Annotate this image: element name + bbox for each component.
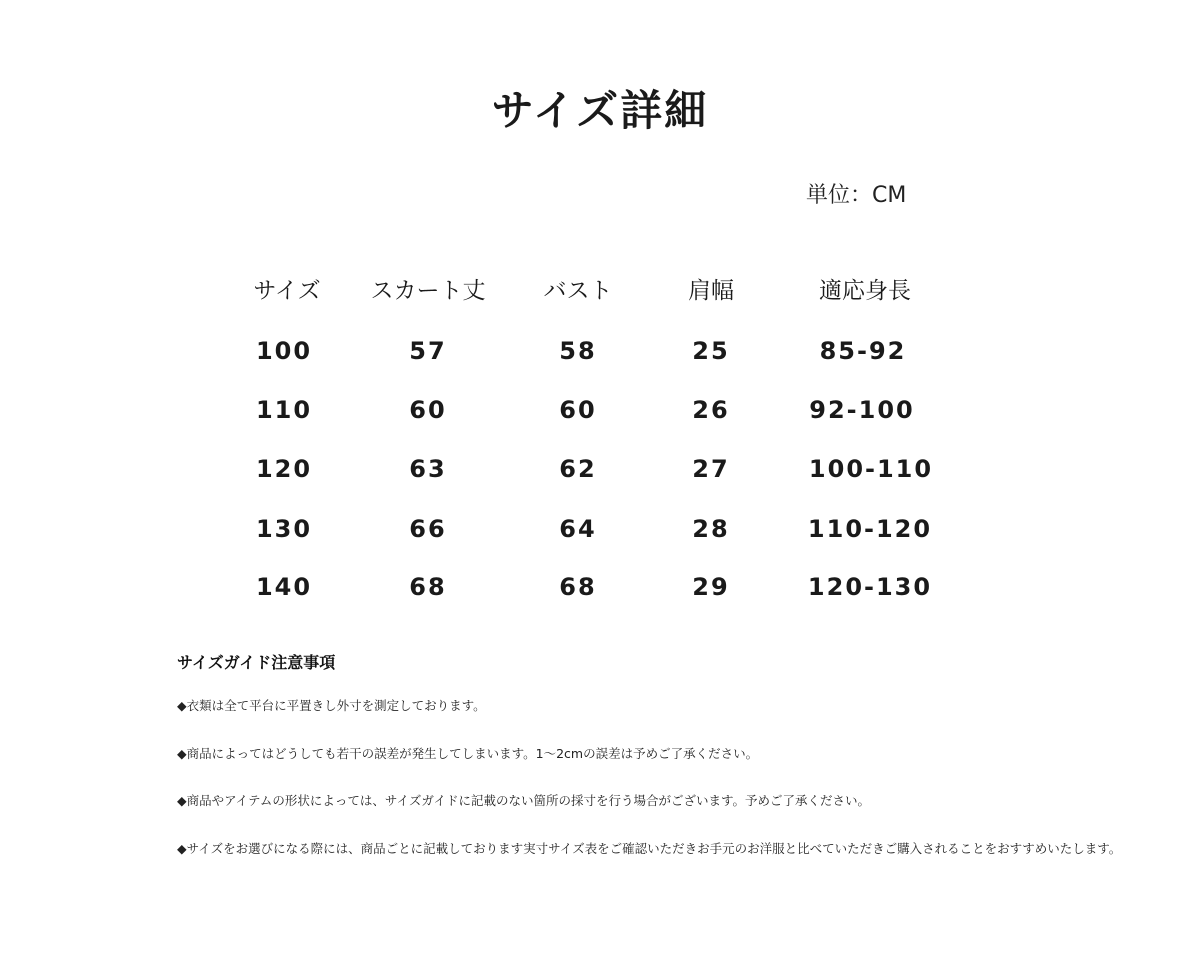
note-item: ◆商品やアイテムの形状によっては、サイズガイドに記載のない箇所の採寸を行う場合がございます。予めご了承ください。 bbox=[177, 793, 870, 808]
cell-skirt-length: 68 bbox=[409, 573, 447, 601]
cell-bust: 68 bbox=[559, 573, 597, 601]
cell-skirt-length: 63 bbox=[409, 455, 447, 483]
cell-size: 120 bbox=[255, 455, 313, 483]
note-item: ◆サイズをお選びになる際には、商品ごとに記載しております実寸サイズ表をご確認いただきお手元のお洋服と比べていただきご購入されることをおすすめいたします。 bbox=[177, 841, 1122, 856]
header-height: 適応身長 bbox=[819, 278, 911, 304]
header-skirt-length: スカート丈 bbox=[370, 278, 486, 304]
unit-label: 単位：CM bbox=[806, 183, 907, 208]
note-item: ◆商品によってはどうしても若干の誤差が発生してしまいます。1～2cmの誤差は予めご了承ください。 bbox=[177, 746, 759, 761]
cell-bust: 62 bbox=[559, 455, 597, 483]
cell-height: 85-92 bbox=[819, 337, 907, 365]
cell-bust: 64 bbox=[559, 515, 597, 543]
cell-size: 100 bbox=[255, 337, 313, 365]
cell-shoulder-width: 29 bbox=[692, 573, 730, 601]
cell-size: 140 bbox=[255, 573, 313, 601]
cell-height: 100-110 bbox=[808, 455, 934, 483]
page-title: サイズ詳細 bbox=[491, 86, 709, 135]
cell-height: 92-100 bbox=[809, 396, 915, 424]
notes-title: サイズガイド注意事項 bbox=[177, 653, 336, 672]
cell-bust: 58 bbox=[559, 337, 597, 365]
cell-shoulder-width: 27 bbox=[692, 455, 730, 483]
cell-height: 110-120 bbox=[807, 515, 933, 543]
cell-skirt-length: 57 bbox=[409, 337, 447, 365]
header-size: サイズ bbox=[253, 278, 321, 304]
header-bust: バスト bbox=[543, 278, 613, 304]
note-item: ◆衣類は全て平台に平置きし外寸を測定しております。 bbox=[177, 698, 486, 713]
cell-shoulder-width: 28 bbox=[692, 515, 730, 543]
cell-skirt-length: 66 bbox=[409, 515, 447, 543]
header-shoulder-width: 肩幅 bbox=[688, 278, 734, 304]
cell-bust: 60 bbox=[559, 396, 597, 424]
cell-shoulder-width: 25 bbox=[692, 337, 730, 365]
cell-shoulder-width: 26 bbox=[692, 396, 730, 424]
cell-size: 110 bbox=[255, 396, 313, 424]
cell-skirt-length: 60 bbox=[409, 396, 447, 424]
cell-height: 120-130 bbox=[807, 573, 933, 601]
cell-size: 130 bbox=[255, 515, 313, 543]
